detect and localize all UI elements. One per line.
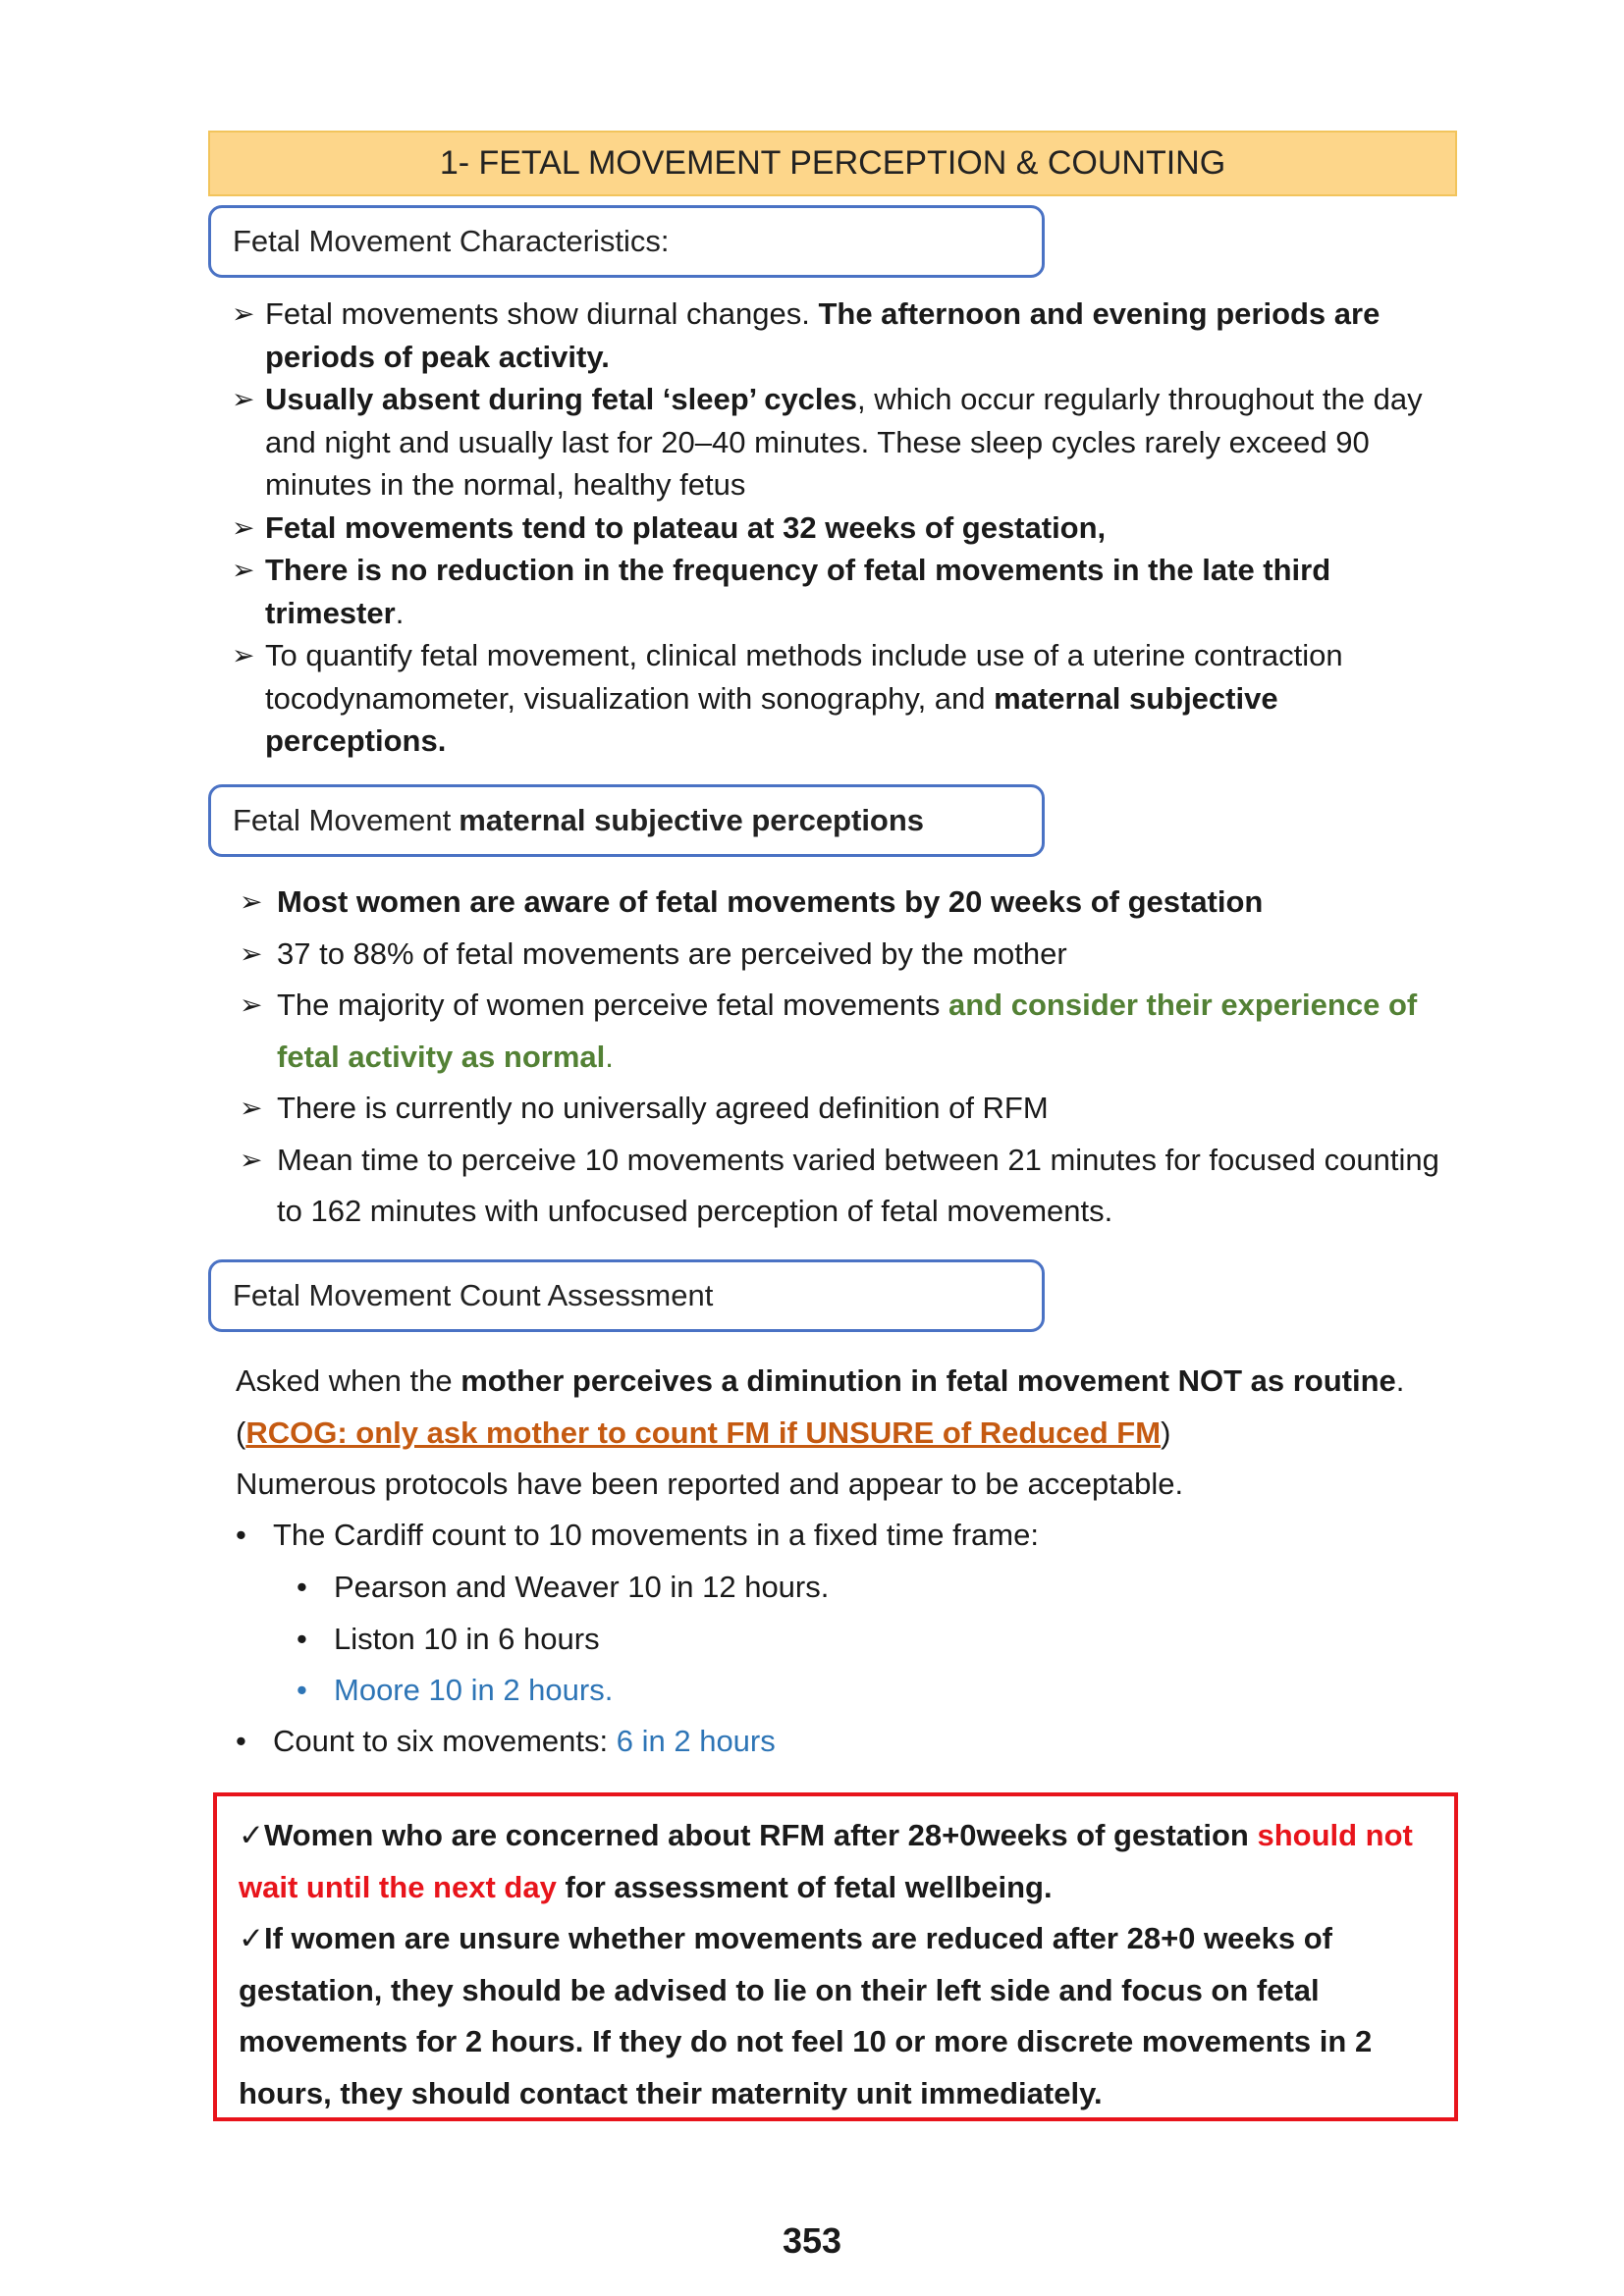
- section-heading-characteristics: [208, 205, 1045, 278]
- section-heading-count-assessment: [208, 1259, 1045, 1332]
- bullet-dot-icon: •: [297, 1621, 307, 1656]
- bullet-dot-icon: •: [236, 1518, 246, 1552]
- list-item: [232, 293, 1449, 378]
- check-icon: ✓: [239, 1921, 264, 1955]
- arrow-bullet-icon: ➢: [240, 937, 263, 969]
- count-intro: [236, 1356, 1463, 1511]
- arrow-bullet-icon: ➢: [232, 298, 255, 329]
- characteristics-list: [232, 293, 1449, 763]
- list-item: [232, 549, 1449, 634]
- item-text-bold: Most women are aware of fetal movements by 20 weeks of gestation: [277, 884, 1264, 919]
- arrow-bullet-icon: ➢: [240, 1144, 263, 1175]
- item-text: Count to six movements:: [273, 1724, 617, 1758]
- alert-text: for assessment of fetal wellbeing.: [556, 1869, 1053, 1904]
- section-heading-text: Fetal Movement Count Assessment: [233, 1278, 714, 1312]
- item-text: .: [395, 595, 405, 630]
- item-text: To quantify fetal movement, clinical methods include use of a uterine contraction tocodynamometer, visualization with sonography, and: [265, 638, 1343, 716]
- bullet-dot-icon: •: [236, 1724, 246, 1758]
- page-title-text: 1- FETAL MOVEMENT PERCEPTION & COUNTING: [439, 144, 1226, 182]
- item-text-blue: 6 in 2 hours: [616, 1724, 776, 1758]
- item-text: Fetal movements show diurnal changes.: [265, 296, 819, 331]
- bullet-dot-icon: •: [297, 1570, 307, 1604]
- intro-line: [236, 1356, 1463, 1408]
- perceptions-list: [240, 877, 1447, 1238]
- rcog-link[interactable]: RCOG: only ask mother to count FM if UNSURE of Reduced FM: [245, 1415, 1162, 1450]
- section-heading-text: Fetal Movement Characteristics:: [233, 224, 670, 258]
- section-heading-bold: maternal subjective perceptions: [459, 803, 925, 837]
- list-item: [236, 1510, 1453, 1562]
- item-text: There is currently no universally agreed definition of RFM: [277, 1091, 1049, 1125]
- alert-text-red: should not wait until the next day: [239, 1818, 1413, 1904]
- item-text: The Cardiff count to 10 movements in a fixed time frame:: [273, 1518, 1039, 1552]
- list-item: [297, 1665, 1455, 1717]
- list-item: [240, 980, 1447, 1083]
- intro-text-end: .: [1395, 1363, 1405, 1398]
- arrow-bullet-icon: ➢: [232, 511, 255, 543]
- item-text-end: .: [605, 1039, 614, 1074]
- item-text: Pearson and Weaver 10 in 12 hours.: [334, 1570, 830, 1604]
- rcog-close: ): [1161, 1415, 1171, 1450]
- list-item: [240, 877, 1447, 929]
- arrow-bullet-icon: ➢: [240, 1093, 263, 1123]
- cardiff-sub-list: [297, 1562, 1455, 1717]
- item-text-bold: Usually absent during fetal ‘sleep’ cycles: [265, 382, 858, 416]
- list-item: [236, 1716, 1453, 1768]
- intro-text: Asked when the: [236, 1363, 461, 1398]
- item-text: Mean time to perceive 10 movements varied between 21 minutes for focused counting to 162 minutes with unfocused perception of fetal movements.: [277, 1142, 1439, 1228]
- list-item: [297, 1562, 1455, 1614]
- item-text-bold: There is no reduction in the frequency of fetal movements in the late third trimester: [265, 553, 1331, 630]
- arrow-bullet-icon: ➢: [232, 555, 255, 585]
- arrow-bullet-icon: ➢: [232, 384, 255, 414]
- check-icon: ✓: [239, 1818, 264, 1852]
- rcog-open: (: [236, 1415, 246, 1450]
- item-text-green: and consider their experience of fetal activity as normal: [277, 988, 1418, 1074]
- list-item: [232, 378, 1449, 507]
- page-title: [208, 131, 1457, 196]
- item-text-bold: The afternoon and evening periods are periods of peak activity.: [265, 296, 1380, 374]
- rcog-line: [236, 1408, 1463, 1460]
- list-item: [240, 1083, 1447, 1135]
- list-item: [240, 1135, 1447, 1238]
- list-item: [297, 1614, 1455, 1666]
- item-text: , which occur regularly throughout the day and night and usually last for 20–40 minutes. These sleep cycles rarely exceed 90 minutes in the normal, healthy fetus: [265, 382, 1423, 502]
- alert-text: If women are unsure whether movements are reduced after 28+0 weeks of gestation, they should be advised to lie on their left side and focus on fetal movements for 2 hours. If they do not feel 10 or more discrete movements in 2 hours, they should contact their maternity unit immediately.: [239, 1921, 1373, 2110]
- page-number: 353: [782, 2220, 842, 2261]
- list-item: [240, 929, 1447, 981]
- count-methods-list: [236, 1510, 1453, 1562]
- six-count-list: [236, 1716, 1453, 1768]
- section-heading-text: Fetal Movement: [233, 803, 452, 837]
- item-text: Moore 10 in 2 hours.: [334, 1673, 614, 1707]
- arrow-bullet-icon: ➢: [240, 886, 263, 917]
- bullet-dot-icon: •: [297, 1673, 307, 1707]
- item-text-bold: Fetal movements tend to plateau at 32 weeks of gestation,: [265, 509, 1107, 545]
- alert-line-1: [239, 1810, 1435, 1913]
- alert-text: Women who are concerned about RFM after 28+0weeks of gestation: [263, 1818, 1258, 1852]
- section-heading-perceptions: [208, 784, 1045, 857]
- item-text: 37 to 88% of fetal movements are perceived by the mother: [277, 935, 1067, 971]
- alert-line-2: [239, 1913, 1435, 2119]
- intro-text-bold: mother perceives a diminution in fetal movement NOT as routine: [460, 1363, 1396, 1398]
- arrow-bullet-icon: ➢: [240, 989, 263, 1020]
- item-text: Liston 10 in 6 hours: [334, 1621, 600, 1656]
- list-item: [232, 634, 1449, 763]
- protocols-line: Numerous protocols have been reported and appear to be acceptable.: [236, 1467, 1184, 1501]
- item-text: The majority of women perceive fetal movements: [277, 988, 948, 1022]
- item-text-bold: maternal subjective perceptions.: [265, 680, 1278, 758]
- arrow-bullet-icon: ➢: [232, 640, 255, 670]
- important-alert-box: [213, 1792, 1458, 2121]
- list-item: [232, 507, 1449, 550]
